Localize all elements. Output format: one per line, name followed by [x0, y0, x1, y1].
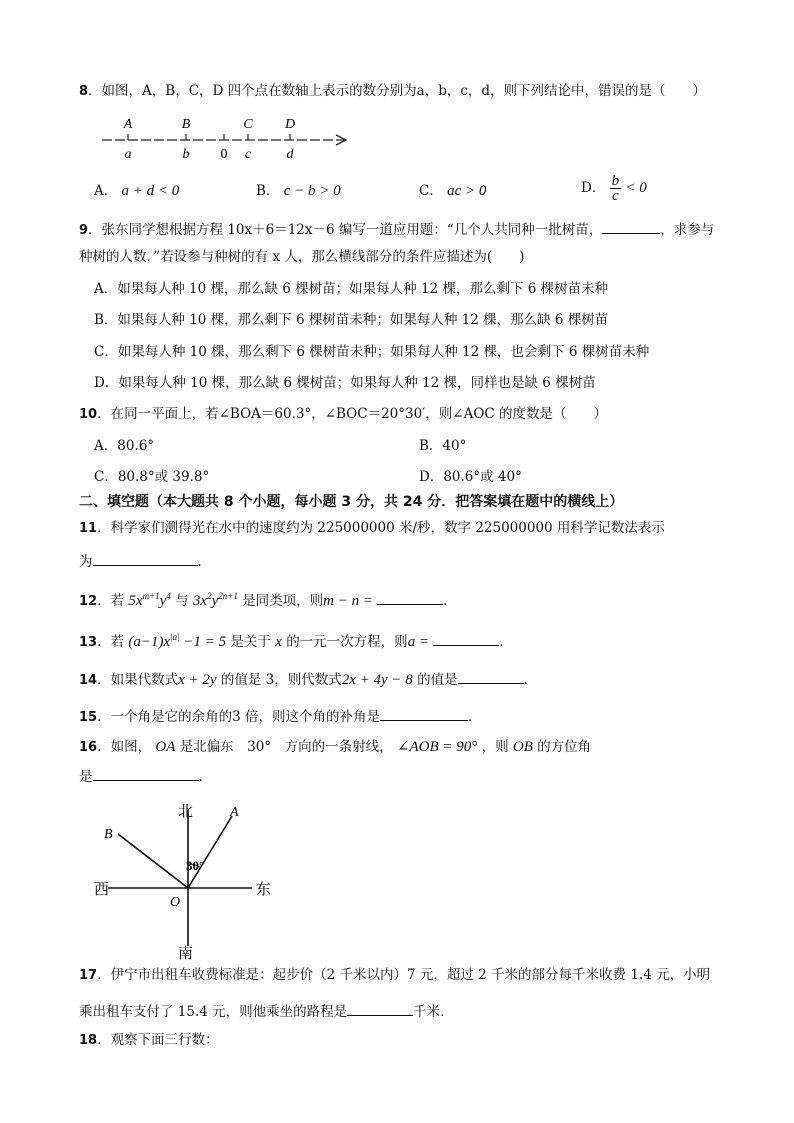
q15-stem: 15．一个角是它的余角的3 倍，则这个角的补角是 ．: [79, 706, 481, 727]
q17-answer-blank[interactable]: [347, 1001, 413, 1016]
south-label: 南: [178, 946, 194, 962]
q8-text: ．如图，A，B，C，D 四个点在数轴上表示的数分别为a，b，c，d，则下列结论中，错误的是（ ）: [88, 83, 707, 99]
q9-option-d: D．如果每人种 10 棵，那么缺 6 棵树苗；如果每人种 12 棵，同样也是缺 6 棵树苗: [94, 375, 596, 391]
ray-b-label: B: [104, 827, 113, 842]
q16-answer-blank[interactable]: [93, 766, 199, 781]
q9-stem-line2: 种树的人数．”若设参与种树的有 x 人，那么横线部分的条件应描述为( ): [79, 249, 525, 265]
point-d-label: D: [284, 117, 296, 132]
q9-option-a: A．如果每人种 10 棵，那么缺 6 棵树苗；如果每人种 12 棵，那么剩下 6 棵树苗未种: [94, 281, 609, 297]
west-label: 西: [94, 882, 110, 898]
q9-stem-line1: 9．张东同学想根据方程 10x＋6＝12x－6 编写一道应用题：“几个人共同种一批树苗， ，求参与: [79, 219, 714, 240]
zero-label: 0: [220, 147, 228, 162]
value-a-label: a: [124, 147, 132, 162]
point-a-label: A: [123, 117, 133, 132]
point-b-label: B: [181, 117, 191, 132]
q9-option-c: C．如果每人种 10 棵，那么剩下 6 棵树苗未种；如果每人种 12 棵，也会剩下 6 棵树苗未种: [94, 344, 650, 360]
q12-term2: $3x^2y^{2n+1}$: [192, 591, 238, 609]
q11-stem-line1: 11．科学家们测得光在水中的速度约为 225000000 米/秒，数字 225000000 用科学记数法表示: [79, 520, 665, 536]
q17-stem-line1: 17．伊宁市出租车收费标准是：起步价（2 千米以内）7 元，超过 2 千米的部分每千米收费 1.4 元，小明: [79, 967, 711, 983]
q9-answer-blank[interactable]: [602, 219, 660, 234]
q16-compass-figure: [90, 798, 290, 960]
q15-answer-blank[interactable]: [380, 706, 468, 721]
value-b-label: b: [182, 147, 190, 162]
q8-option-d: D． $\frac{b}{c}$ < 0: [581, 173, 647, 204]
q8-option-c: C． ac > 0: [419, 183, 487, 199]
section-fill-in-heading: 二、填空题（本大题共 8 个小题，每小题 3 分，共 24 分．把答案填在题中的横线上）: [79, 494, 624, 510]
q18-stem: 18．观察下面三行数：: [79, 1032, 219, 1048]
q14-stem: 14．如果代数式x + 2y 的值是 3，则代数式2x + 4y − 8 的值是 ．: [79, 669, 537, 690]
east-label: 东: [256, 882, 272, 898]
q8-option-b: B． c − b > 0: [256, 183, 341, 199]
point-c-label: C: [243, 117, 253, 132]
q13-equation: $(a-1)x^{|a|} -1 = 5$: [128, 632, 227, 650]
q11-stem-line2: 为 ．: [79, 551, 211, 571]
q13-stem: 13．若 $(a-1)x^{|a|} -1 = 5$ 是关于 x 的一元一次方程，则a = ．: [79, 632, 513, 650]
north-label: 北: [178, 804, 194, 820]
q10-option-c: C．80.8°或 39.8°: [94, 469, 210, 485]
angle-30-label: 30°: [186, 858, 205, 873]
q17-stem-line2: 乘出租车支付了 15.4 元，则他乘坐的路程是 千米．: [79, 1001, 454, 1021]
origin-label: O: [170, 895, 181, 910]
q9-option-b: B．如果每人种 10 棵，那么剩下 6 棵树苗未种；如果每人种 12 棵，那么缺 6 棵树苗: [94, 312, 609, 328]
ray-a-label: A: [230, 805, 239, 820]
q12-answer-blank[interactable]: [377, 590, 443, 605]
q8-fraction: $\frac{b}{c}$: [611, 173, 620, 204]
q12-term1: $5x^{m+1}y^4$: [128, 591, 171, 609]
q10-option-b: B．40°: [419, 438, 467, 454]
q11-answer-blank[interactable]: [93, 551, 198, 566]
q8-option-a: A． a + d < 0: [94, 183, 180, 199]
q14-answer-blank[interactable]: [458, 669, 524, 684]
value-c-label: c: [244, 147, 252, 162]
q10-option-d: D．80.6°或 40°: [419, 469, 522, 485]
q8-number: 8: [79, 84, 89, 99]
q13-answer-blank[interactable]: [433, 631, 499, 646]
q8-number-line: [100, 112, 360, 162]
q16-stem-line1: 16．如图， OA 是北偏东 30° 方向的一条射线， ∠AOB = 90° ，则 OB 的方位角: [79, 739, 592, 755]
q8-stem: [79, 82, 706, 101]
q16-stem-line2: 是 .: [79, 766, 203, 786]
q10-stem: 10．在同一平面上，若∠BOA＝60.3°，∠BOC＝20°30′，则∠AOC 的度数是（ ）: [79, 406, 608, 422]
value-d-label: d: [286, 147, 294, 162]
q10-option-a: A．80.6°: [94, 438, 155, 454]
q12-stem: 12．若 $5x^{m+1}y^4$ 与 $3x^2y^{2n+1}$ 是同类项，则m − n = ．: [79, 591, 457, 609]
